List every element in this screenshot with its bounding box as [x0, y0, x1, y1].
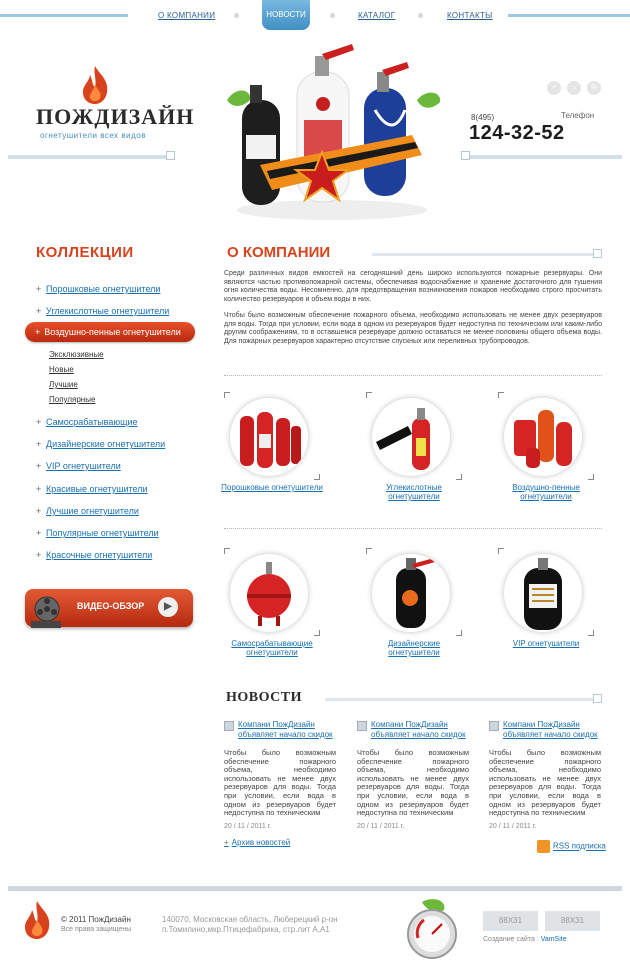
- news-title: НОВОСТИ: [226, 690, 303, 705]
- sidebar-subitem-best[interactable]: Лучшие: [49, 380, 78, 389]
- sidebar-item-foam-active[interactable]: [25, 322, 195, 342]
- nav-about[interactable]: О КОМПАНИИ: [158, 11, 216, 20]
- about-paragraph-1: Среди различных видов емкостей на сегодняшний день широко используются пожарные резервуары. Они являются частью противопожарной системы, обеспечивая водоснабжение и хранение достаточного для тушения огня количества воды. Несомненно, для предотвращения возникновения пожаров необходимо строго просчитать количество резервуаров и объем воды в них.: [224, 270, 602, 303]
- sidebar-item-popular[interactable]: [36, 528, 159, 538]
- nav-separator: [418, 13, 423, 18]
- nav-news-active[interactable]: НОВОСТИ: [262, 0, 310, 30]
- plus-icon: +: [36, 439, 42, 449]
- about-title: О КОМПАНИИ: [227, 244, 331, 261]
- footer-copyright: © 2011 ПожДизайн: [61, 915, 131, 924]
- made-by-link[interactable]: VamSite: [540, 936, 567, 943]
- phone-label: Телефон: [561, 111, 595, 120]
- nav-contacts[interactable]: КОНТАКТЫ: [447, 11, 493, 20]
- title-knob: [593, 249, 602, 258]
- home-icon[interactable]: ⌂: [567, 81, 581, 95]
- co2-extinguisher-image: [372, 398, 450, 476]
- sidebar-item-label: Лучшие огнетушители: [46, 506, 139, 516]
- footer-bar: [8, 886, 622, 891]
- vip-extinguisher-image: [504, 554, 582, 632]
- foam-extinguisher-image: [504, 398, 582, 476]
- collections-title: КОЛЛЕКЦИИ: [36, 244, 134, 261]
- news-date: 20 / 11 / 2011 г.: [357, 823, 405, 830]
- product-card-auto[interactable]: [220, 548, 330, 663]
- plus-icon: +: [36, 484, 42, 494]
- plus-icon: +: [35, 327, 41, 337]
- counter-badge[interactable]: 88X31: [483, 911, 538, 931]
- sidebar-item-label: Красивые огнетушители: [46, 484, 148, 494]
- plus-icon: +: [36, 550, 42, 560]
- sidebar-item-label: Углекислотные огнетушители: [46, 306, 170, 316]
- nav-separator: [330, 13, 335, 18]
- divider: [224, 375, 602, 376]
- news-body: Чтобы было возможным обеспечение пожарного объема, необходимо использовать не менее двух резервуаров для воды. Тогда при условии, если вода в одном из резервуаров будет недоступна по техническим: [489, 749, 601, 818]
- news-date: 20 / 11 / 2011 г.: [224, 823, 272, 830]
- product-caption[interactable]: Самосрабатывающие огнетушители: [231, 639, 313, 657]
- news-item: [357, 720, 469, 835]
- powder-extinguisher-image: [230, 398, 308, 476]
- product-card-powder[interactable]: [220, 392, 330, 507]
- top-icons: [547, 76, 607, 95]
- footer-address: 140070, Московская область, Люберецкий р-он п.Томилино,мкр.Птицефабрика, стр.лит А,А1: [162, 915, 338, 934]
- footer-rights: Все права защищены: [61, 926, 132, 933]
- sidebar-item-designer[interactable]: [36, 439, 165, 449]
- hero-extinguishers-image: [212, 40, 452, 225]
- plus-icon[interactable]: +: [547, 81, 561, 95]
- sidebar-item-label: Популярные огнетушители: [46, 528, 159, 538]
- product-caption[interactable]: Порошковые огнетушители: [221, 483, 323, 492]
- news-item: [224, 720, 336, 835]
- plus-icon: +: [36, 284, 42, 294]
- designer-extinguisher-image: [372, 554, 450, 632]
- news-archive-link[interactable]: [224, 838, 290, 847]
- title-rule: [325, 698, 595, 701]
- news-headline[interactable]: Компани ПожДизайн объявляет начало скидок: [503, 720, 598, 739]
- rss-label: RSS подписка: [553, 841, 606, 851]
- news-headline[interactable]: Компани ПожДизайн объявляет начало скидок: [371, 720, 466, 739]
- nav-line-right: [508, 14, 630, 17]
- news-headline[interactable]: Компани ПожДизайн объявляет начало скидок: [238, 720, 333, 739]
- video-review-label: ВИДЕО-ОБЗОР: [77, 601, 145, 611]
- sidebar-item-vip[interactable]: [36, 461, 121, 471]
- product-card-designer[interactable]: [362, 548, 472, 663]
- flame-logo-icon: [80, 65, 110, 105]
- auto-extinguisher-image: [230, 554, 308, 632]
- about-paragraph-2: Чтобы было возможным обеспечение пожарного объема, необходимо использовать не менее двух резервуаров для воды. Тогда при условии, если вода в одном из резервуаров будет недоступна по техническим или каким-либо другим соображениям, то в оставшемся резервуаре должно оставаться не менее половины общего объема воды. Для пожарных резервуаров характерно отсутствие спускных или переливных трубопроводов.: [224, 312, 602, 345]
- sidebar-subitem-popular[interactable]: Популярные: [49, 395, 96, 404]
- news-image-icon: [357, 721, 367, 731]
- play-icon: ▶: [158, 597, 178, 617]
- plus-icon: +: [36, 528, 42, 538]
- sidebar-item-best[interactable]: [36, 506, 139, 516]
- plus-icon: +: [224, 838, 229, 847]
- sidebar-item-colorful[interactable]: [36, 550, 152, 560]
- news-image-icon: [224, 721, 234, 731]
- rss-icon: [537, 840, 550, 853]
- sidebar-item-label: Дизайнерские огнетушители: [46, 439, 166, 449]
- news-image-icon: [489, 721, 499, 731]
- product-card-foam[interactable]: [494, 392, 604, 507]
- counter-badge[interactable]: 88X31: [545, 911, 600, 931]
- logo-tagline: огнетушители всех видов: [40, 131, 146, 140]
- rss-link[interactable]: [537, 840, 606, 853]
- plus-icon: +: [36, 461, 42, 471]
- title-rule: [372, 253, 595, 256]
- product-caption[interactable]: Дизайнерские огнетушители: [387, 639, 441, 657]
- sidebar-item-label: Воздушно-пенные огнетушители: [44, 327, 181, 337]
- news-body: Чтобы было возможным обеспечение пожарного объема, необходимо использовать не менее двух резервуаров для воды. Тогда при условии, если вода в одном из резервуаров будет недоступна по техническим: [224, 749, 336, 818]
- nav-separator: [234, 13, 239, 18]
- product-card-vip[interactable]: [494, 548, 604, 663]
- header-knob-left: [166, 151, 175, 160]
- logo-name[interactable]: ПОЖДИЗАЙН: [36, 104, 195, 129]
- sidebar-item-label: Самосрабатывающие: [46, 417, 138, 427]
- phone-code: 8(495): [471, 113, 495, 122]
- made-by-label: Создание сайта :: [483, 936, 539, 943]
- sidebar-item-label: Порошковые огнетушители: [46, 284, 161, 294]
- film-reel-icon: [29, 595, 69, 631]
- divider: [224, 528, 602, 529]
- pressure-gauge-image: [402, 898, 462, 962]
- news-item: [489, 720, 601, 835]
- news-archive-label: Архив новостей: [231, 838, 291, 847]
- phone-number: 124-32-52: [469, 122, 565, 144]
- header-knob-right: [461, 151, 470, 160]
- nav-line-left: [0, 14, 128, 17]
- plus-icon: +: [36, 506, 42, 516]
- news-date: 20 / 11 / 2011 г.: [489, 823, 537, 830]
- video-review-button[interactable]: [25, 589, 193, 627]
- mail-icon[interactable]: ✉: [587, 81, 601, 95]
- header-bar-left: [8, 155, 170, 159]
- product-caption[interactable]: VIP огнетушители: [512, 639, 580, 648]
- made-by: [483, 936, 567, 943]
- sidebar-subitem-new[interactable]: Новые: [49, 365, 74, 374]
- sidebar-item-label: Красочные огнетушители: [46, 550, 153, 560]
- sidebar-item-auto[interactable]: [36, 417, 138, 427]
- sidebar-item-co2[interactable]: [36, 306, 169, 316]
- news-body: Чтобы было возможным обеспечение пожарного объема, необходимо использовать не менее двух резервуаров для воды. Тогда при условии, если вода в одном из резервуаров будет недоступна по техническим: [357, 749, 469, 818]
- sidebar-item-label: VIP огнетушители: [46, 461, 121, 471]
- product-caption[interactable]: Воздушно-пенные огнетушители: [512, 483, 580, 501]
- sidebar-item-powder[interactable]: [36, 284, 160, 294]
- plus-icon: +: [36, 306, 42, 316]
- nav-catalog[interactable]: КАТАЛОГ: [358, 11, 396, 20]
- header-bar-right: [465, 155, 622, 159]
- product-card-co2[interactable]: [362, 392, 472, 507]
- sidebar-item-beautiful[interactable]: [36, 484, 147, 494]
- title-knob: [593, 694, 602, 703]
- product-caption[interactable]: Углекислотные огнетушители: [386, 483, 442, 501]
- sidebar-subitem-exclusive[interactable]: Эксклюзивные: [49, 350, 104, 359]
- plus-icon: +: [36, 417, 42, 427]
- flame-logo-icon: [22, 900, 52, 940]
